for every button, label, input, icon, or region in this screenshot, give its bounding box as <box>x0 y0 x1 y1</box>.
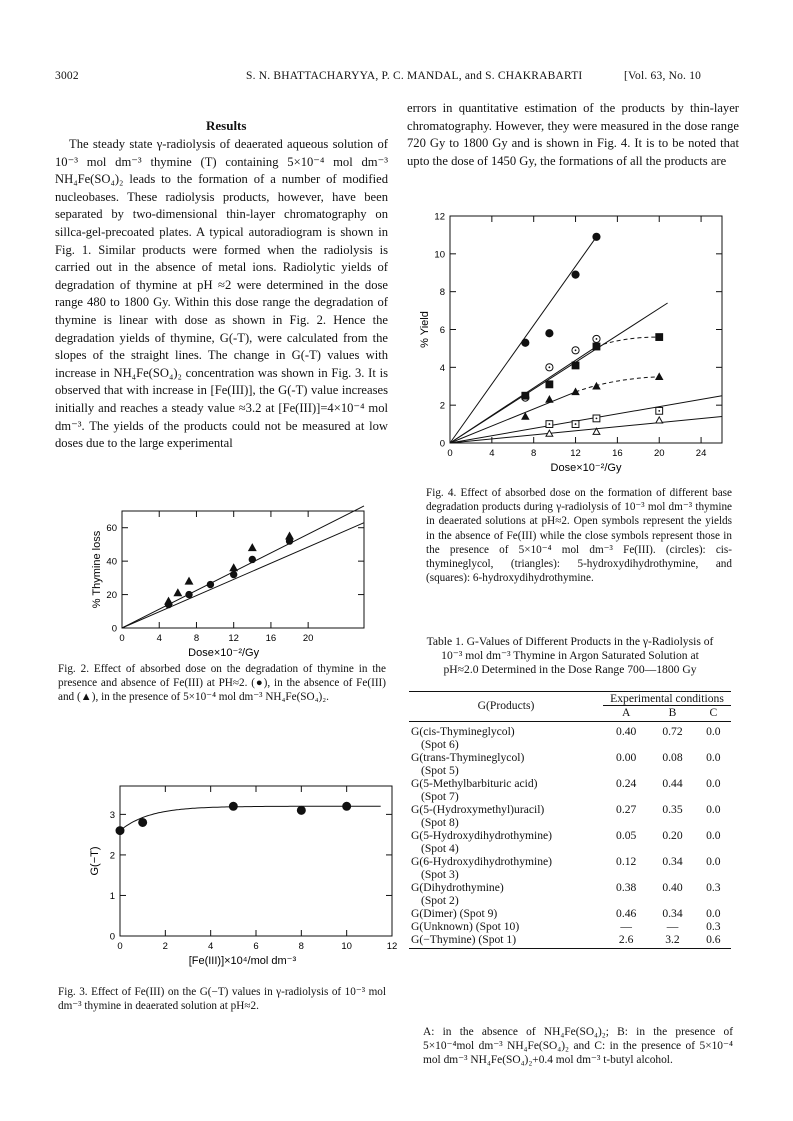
data-point <box>656 417 663 423</box>
data-point <box>249 556 255 562</box>
table-col-a: A <box>621 706 631 719</box>
x-tick-label: 20 <box>653 448 665 459</box>
table-cell-product: G(Unknown) (Spot 10) <box>411 920 520 933</box>
table-cell-a: 0.24 <box>616 777 637 790</box>
marker-dot <box>575 423 577 425</box>
y-tick-label: 0 <box>111 623 117 635</box>
marker-dot <box>548 423 550 425</box>
table-cell-c: 0.3 <box>706 881 721 894</box>
table-cell-c: 0.0 <box>706 803 721 816</box>
data-point <box>343 802 351 810</box>
table-cell-product: G(Dihydrothymine) <box>411 881 504 894</box>
table-title: Table 1. G-Values of Different Products in the γ-Radiolysis of 10⁻³ mol dm⁻³ Thymine in Argon Saturated Solution at pH≈2.0 Determined in the Dose Range 700—1800 Gy <box>426 635 714 677</box>
table-cell-c: 0.3 <box>706 920 721 933</box>
data-point <box>229 802 237 810</box>
fig4-caption: Fig. 4. Effect of absorbed dose on the formation of different base degradation products during γ-radiolysis of 10⁻³ mol dm⁻³ thymine in deaerated solutions at pH≈2. Open symbols represent the yields in the absence of Fe(III) while the close symbols represent those in the presence of 5×10⁻⁴ mol dm⁻³ Fe(III). (circles): cis-thymineglycol, (triangles): 5-hydroxydihydrothymine, and (squares): 6-hydroxydihydrothymine. <box>426 487 732 585</box>
table-cell-b: 0.20 <box>662 829 683 842</box>
table-footnote: A: in the absence of NH₄Fe(SO₄)₂; B: in the presence of 5×10⁻⁴mol dm⁻³ NH₄Fe(SO₄)₂ and C: in the presence of 5×10⁻⁴ mol dm⁻³ NH₄Fe(SO₄)₂+0.4 mol dm⁻³ t-butyl alcohol. <box>423 1026 733 1067</box>
x-axis-label: Dose×10⁻²/Gy <box>550 462 622 474</box>
table-cell-b: 0.34 <box>662 855 683 868</box>
y-tick-label: 20 <box>106 590 117 602</box>
table-cell-spot: (Spot 2) <box>421 894 459 907</box>
y-axis-label: G(−T) <box>89 846 101 876</box>
data-point <box>249 544 256 550</box>
table-cell-spot: (Spot 8) <box>421 816 459 829</box>
x-tick-label: 20 <box>302 633 314 644</box>
table-1 <box>409 691 731 949</box>
fig4-chart <box>410 205 730 475</box>
table-cell-a: 0.38 <box>616 881 637 894</box>
y-tick-label: 0 <box>109 931 115 943</box>
fig2-chart <box>78 498 378 658</box>
data-point <box>593 383 600 389</box>
table-cell-a: 0.46 <box>616 907 637 920</box>
data-point <box>522 413 529 419</box>
results-continuation: errors in quantitative estimation of the products by thin-layer chromatography. However, they were measured in the dose range 720 Gy to 1800 Gy and is shown in Fig. 4. It is to be noted that upto the dose of 1450 Gy, the formations of all the products are <box>407 101 739 168</box>
fig3-frame <box>120 786 392 936</box>
table-cell-b: — <box>666 920 679 933</box>
table-group-header: Experimental conditions <box>603 692 731 706</box>
x-tick-label: 0 <box>117 941 123 952</box>
data-point <box>546 330 553 337</box>
data-point <box>186 591 192 597</box>
y-axis-label: % Yield <box>419 311 431 348</box>
x-tick-label: 8 <box>298 941 304 952</box>
table-cell-spot: (Spot 5) <box>421 764 459 777</box>
table-cell-c: 0.6 <box>706 933 721 946</box>
saturation-curve <box>576 377 660 392</box>
table-cell-c: 0.0 <box>706 725 721 738</box>
y-tick-label: 60 <box>106 523 117 535</box>
x-axis-label: Dose×10⁻²/Gy <box>188 647 260 659</box>
data-point <box>522 392 529 399</box>
table-row <box>409 907 731 920</box>
table-row-spot <box>409 894 731 907</box>
table-col-c: C <box>709 706 718 719</box>
table-row <box>409 933 731 946</box>
table-row <box>409 751 731 764</box>
table-cell-product: G(5-Hydroxydihydrothymine) <box>411 829 553 842</box>
table-cell-b: 0.35 <box>662 803 683 816</box>
table-cell-spot: (Spot 6) <box>421 738 459 751</box>
data-point <box>286 532 293 538</box>
table-cell-c: 0.0 <box>706 907 721 920</box>
y-tick-label: 10 <box>434 249 445 261</box>
table-row <box>409 803 731 816</box>
fit-line <box>122 506 364 628</box>
table-cell-spot: (Spot 7) <box>421 790 459 803</box>
table-cell-c: 0.0 <box>706 751 721 764</box>
x-tick-label: 0 <box>447 448 453 459</box>
fig2-caption: Fig. 2. Effect of absorbed dose on the degradation of thymine in the presence and absence of Fe(III) at PH≈2. (●), in the absence of Fe(III) and (▲), in the presence of 5×10⁻⁴ mol dm⁻³ NH₄Fe(SO₄)₂. <box>58 663 386 704</box>
table-cell-a: 0.00 <box>616 751 637 764</box>
table-cell-a: 0.12 <box>616 855 637 868</box>
table-cell-product: G(cis-Thymineglycol) <box>411 725 515 738</box>
y-tick-label: 1 <box>109 890 115 902</box>
x-tick-label: 8 <box>193 633 200 644</box>
table-row-spot <box>409 764 731 777</box>
table-cell-a: 0.40 <box>616 725 637 738</box>
table-cell-b: 0.44 <box>662 777 683 790</box>
table-cell-product: G(5-Methylbarbituric acid) <box>411 777 538 790</box>
table-cell-b: 0.08 <box>662 751 683 764</box>
table-cell-c: 0.0 <box>706 829 721 842</box>
marker-dot <box>575 349 577 351</box>
y-tick-label: 2 <box>109 850 115 862</box>
table-cell-b: 0.34 <box>662 907 683 920</box>
data-point <box>522 339 529 346</box>
data-point <box>139 818 147 826</box>
x-tick-label: 6 <box>253 941 259 952</box>
data-point <box>593 233 600 240</box>
marker-dot <box>548 366 550 368</box>
table-row-spot <box>409 868 731 881</box>
fig3-chart <box>78 772 398 982</box>
x-tick-label: 16 <box>265 633 277 644</box>
table-cell-product: G(5-(Hydroxymethyl)uracil) <box>411 803 545 816</box>
x-tick-label: 0 <box>119 633 125 644</box>
table-cell-b: 3.2 <box>665 933 680 946</box>
table-col-products: G(Products) <box>477 699 535 712</box>
volume-info: [Vol. 63, No. 10 <box>624 70 702 82</box>
table-cell-product: G(−Thymine) (Spot 1) <box>411 933 517 946</box>
table-cell-a: 2.6 <box>618 933 634 946</box>
table-row <box>409 725 731 738</box>
data-point <box>656 334 663 341</box>
table-cell-a: 0.27 <box>616 803 637 816</box>
table-cell-b: 0.72 <box>662 725 683 738</box>
data-point <box>185 578 192 584</box>
x-tick-label: 12 <box>228 633 239 644</box>
data-point <box>656 373 663 379</box>
marker-dot <box>596 418 598 420</box>
table-row <box>409 881 731 894</box>
table-cell-a: 0.05 <box>616 829 637 842</box>
data-point <box>165 598 172 604</box>
data-point <box>207 581 213 587</box>
y-tick-label: 3 <box>109 809 115 821</box>
data-point <box>546 381 553 388</box>
x-tick-label: 4 <box>489 448 495 459</box>
table-cell-product: G(Dimer) (Spot 9) <box>411 907 498 920</box>
table-cell-product: G(trans-Thymineglycol) <box>411 751 525 764</box>
data-point <box>572 271 579 278</box>
saturation-curve <box>596 337 659 346</box>
y-tick-label: 2 <box>439 400 445 412</box>
fit-line <box>122 523 364 628</box>
data-point <box>572 362 579 369</box>
table-cell-c: 0.0 <box>706 777 721 790</box>
y-tick-label: 4 <box>439 362 445 374</box>
y-tick-label: 12 <box>434 211 445 223</box>
x-tick-label: 24 <box>695 448 707 459</box>
table-cell-a: — <box>620 920 632 933</box>
fig4-frame <box>450 216 722 443</box>
table-cell-b: 0.40 <box>662 881 683 894</box>
page-number: 3002 <box>55 70 79 82</box>
table-cell-spot: (Spot 4) <box>421 842 459 855</box>
section-heading: Results <box>206 118 247 133</box>
table-row-spot <box>409 842 731 855</box>
results-paragraph: The steady state γ-radiolysis of deaerated aqueous solution of 10⁻³ mol dm⁻³ thymine (T) containing 5×10⁻⁴ mol dm⁻³ NH₄Fe(SO₄)₂ leads to the formation of a number of modified nucleobases. These radiolysis products, however, have been separated by two-dimensional thin-layer chromatography on sillca-gel-precoated plates. A typical autoradiogram is shown in Fig. 1. Similar products were formed when the radiolysis is carried out in the absence of metal ions. Radiolytic yields of degradation of thymine at pH ≈2 were determined in the dose range 480 to 1800 Gy. Within this dose range the degradation of thymine is linear with dose as shown in Fig. 2. Hence the degradation yields of thymine, G(-T), were calculated from the slopes of the straight lines. The change in G(-T) values with increase in NH₄Fe(SO₄)₂ concentration was shown in Fig. 3. It is observed that with increase in [Fe(III)], the G(-T) value increases initially and reaches a steady value ≈3.2 at [Fe(III)]=4×10⁻⁴ mol dm⁻³. The yields of the products could not be measured at low doses due to the large experimental <box>55 137 388 451</box>
x-tick-label: 4 <box>208 941 214 952</box>
table-row-spot <box>409 790 731 803</box>
data-point <box>593 343 600 350</box>
table-col-b: B <box>668 706 677 719</box>
y-tick-label: 6 <box>439 325 445 336</box>
table-row <box>409 777 731 790</box>
data-point <box>230 564 237 570</box>
fig2-frame <box>122 511 364 628</box>
y-tick-label: 0 <box>439 438 445 450</box>
table-row <box>409 829 731 842</box>
running-authors: S. N. BHATTACHARYYA, P. C. MANDAL, and S. CHAKRABARTI <box>246 70 583 82</box>
data-point <box>297 806 305 814</box>
table-cell-product: G(6-Hydroxydihydrothymine) <box>411 855 553 868</box>
x-tick-label: 16 <box>612 448 623 459</box>
table-cell-c: 0.0 <box>706 855 721 868</box>
x-axis-label: [Fe(III)]×10⁴/mol dm⁻³ <box>188 955 297 967</box>
table-row <box>409 920 731 933</box>
x-tick-label: 10 <box>341 941 352 952</box>
marker-dot <box>658 410 660 412</box>
marker-dot <box>596 338 598 340</box>
fit-line <box>450 417 722 443</box>
fit-line <box>450 392 576 443</box>
x-tick-label: 8 <box>531 448 537 459</box>
table-row-spot <box>409 738 731 751</box>
table-row-spot <box>409 816 731 829</box>
table-row <box>409 855 731 868</box>
data-point <box>116 827 124 835</box>
data-point <box>546 396 553 402</box>
y-axis-label: % Thymine loss <box>91 530 103 609</box>
y-tick-label: 40 <box>106 556 117 568</box>
x-tick-label: 12 <box>386 941 398 952</box>
x-tick-label: 2 <box>162 941 168 952</box>
fig3-caption: Fig. 3. Effect of Fe(III) on the G(−T) values in γ-radiolysis of 10⁻³ mol dm⁻³ thymine in deaerated solution at pH≈2. <box>58 986 386 1013</box>
table-cell-spot: (Spot 3) <box>421 868 459 881</box>
data-point <box>174 589 181 595</box>
data-point <box>230 571 236 577</box>
y-tick-label: 8 <box>439 287 445 299</box>
fit-line <box>450 396 722 443</box>
x-tick-label: 4 <box>156 633 162 644</box>
x-tick-label: 12 <box>570 448 581 459</box>
fit-curve <box>120 806 381 830</box>
